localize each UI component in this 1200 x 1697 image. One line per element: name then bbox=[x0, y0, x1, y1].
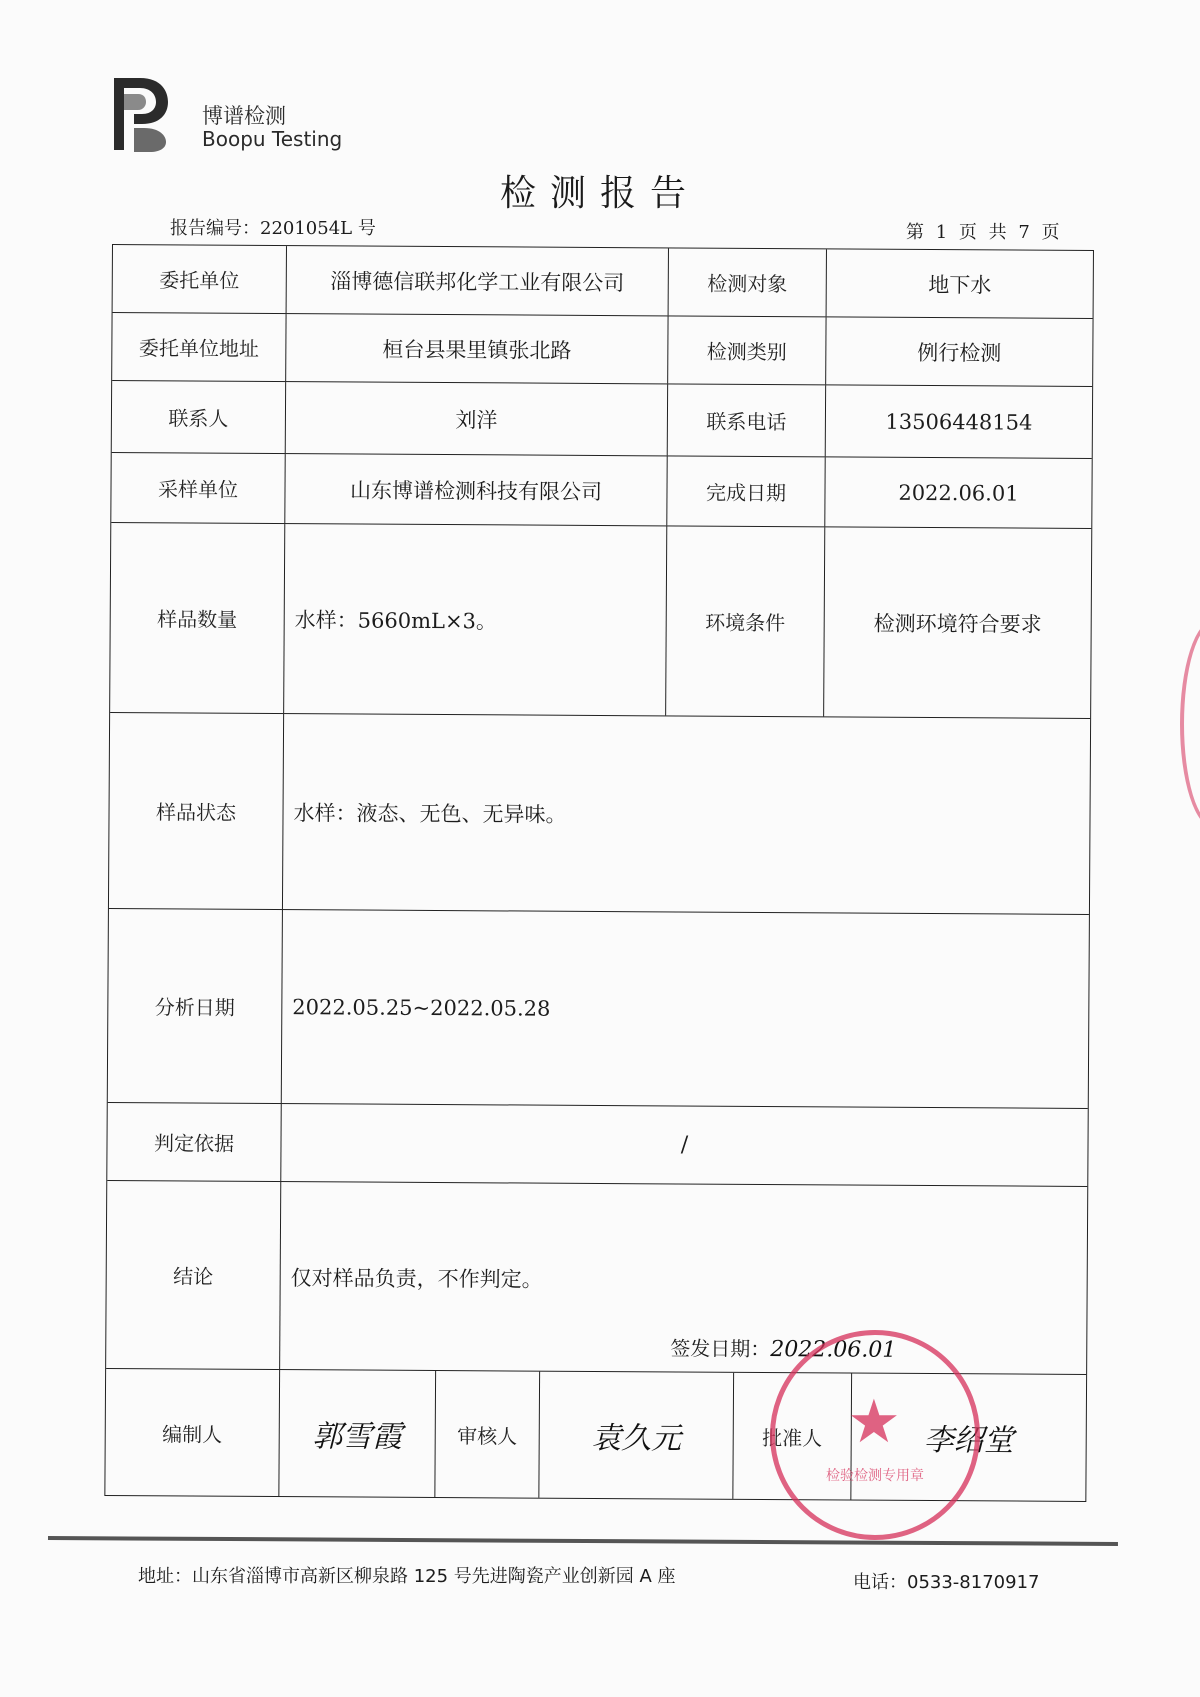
value-client-address: 桓台县果里镇张北路 bbox=[286, 314, 668, 383]
value-environment: 检测环境符合要求 bbox=[873, 611, 1042, 637]
report-number-value: 2201054L 号 bbox=[260, 218, 376, 239]
label-compiler: 编制人 bbox=[105, 1369, 280, 1496]
report-table bbox=[104, 244, 1094, 1502]
value-contact: 刘洋 bbox=[286, 382, 668, 455]
label-phone: 联系电话 bbox=[668, 384, 826, 456]
report-title: 检测报告 bbox=[499, 173, 700, 214]
boopu-logo-icon bbox=[110, 74, 172, 154]
official-stamp bbox=[770, 1330, 980, 1540]
value-conclusion: 仅对样品负责，不作判定。 bbox=[290, 1266, 543, 1292]
table-row bbox=[108, 909, 1089, 1109]
value-sampling-unit: 山东博谱检测科技有限公司 bbox=[285, 454, 667, 525]
value-test-object: 地下水 bbox=[928, 272, 992, 297]
signature-reviewer: 袁久元 bbox=[539, 1372, 734, 1499]
sign-date-label: 签发日期： bbox=[670, 1336, 771, 1362]
label-approver: 批准人 bbox=[733, 1373, 852, 1500]
label-analysis-date: 分析日期 bbox=[108, 909, 283, 1103]
label-completion-date: 完成日期 bbox=[667, 456, 825, 526]
label-sampling-unit: 采样单位 bbox=[111, 453, 285, 523]
value-sample-state: 水样：液态、无色、无异味。 bbox=[293, 800, 567, 827]
table-row bbox=[109, 713, 1090, 915]
table-row bbox=[107, 1103, 1087, 1187]
label-sample-quantity: 样品数量 bbox=[110, 523, 285, 713]
table-row bbox=[112, 381, 1092, 459]
table-row bbox=[111, 453, 1091, 529]
table-row bbox=[110, 523, 1091, 719]
report-number-label: 报告编号： bbox=[170, 218, 260, 239]
logo-chinese-name: 博谱检测 bbox=[202, 104, 286, 128]
value-analysis-date: 2022.05.25~2022.05.28 bbox=[292, 994, 551, 1021]
value-test-category: 例行检测 bbox=[917, 340, 1002, 365]
sign-date-value: 2022.06.01 bbox=[770, 1337, 897, 1363]
value-phone: 13506448154 bbox=[885, 409, 1033, 435]
label-conclusion: 结论 bbox=[106, 1181, 281, 1369]
value-client: 淄博德信联邦化学工业有限公司 bbox=[287, 246, 669, 315]
label-client: 委托单位 bbox=[113, 245, 287, 313]
label-sample-state: 样品状态 bbox=[109, 713, 284, 909]
label-judgment-basis: 判定依据 bbox=[107, 1103, 281, 1181]
side-seal-stamp bbox=[1180, 620, 1200, 828]
footer-address: 地址：山东省淄博市高新区柳泉路 125 号先进陶瓷产业创新园 A 座 bbox=[138, 1566, 676, 1587]
label-reviewer: 审核人 bbox=[435, 1371, 540, 1498]
logo-english-name: Boopu Testing bbox=[202, 127, 343, 151]
signature-approver: 李绍堂 bbox=[923, 1422, 1014, 1459]
value-sample-quantity: 水样：5660mL×3。 bbox=[284, 524, 667, 715]
footer-phone: 电话：0533-8170917 bbox=[853, 1572, 1040, 1593]
stamp-sub-text: 检验检测专用章 bbox=[826, 1468, 924, 1484]
table-row bbox=[112, 313, 1092, 387]
star-icon: ★ bbox=[847, 1387, 901, 1457]
label-test-category: 检测类别 bbox=[668, 316, 826, 384]
footer-divider bbox=[48, 1536, 1118, 1546]
table-row bbox=[113, 245, 1093, 319]
label-test-object: 检测对象 bbox=[669, 248, 827, 316]
value-judgment-basis: / bbox=[680, 1132, 689, 1158]
value-completion-date: 2022.06.01 bbox=[898, 480, 1019, 506]
report-number bbox=[170, 214, 376, 240]
table-row bbox=[106, 1181, 1087, 1375]
label-environment: 环境条件 bbox=[666, 526, 825, 716]
label-contact: 联系人 bbox=[112, 381, 286, 453]
signature-compiler: 郭雪霞 bbox=[279, 1370, 436, 1497]
page-info: 第 1 页 共 7 页 bbox=[906, 222, 1063, 243]
label-client-address: 委托单位地址 bbox=[112, 313, 286, 381]
